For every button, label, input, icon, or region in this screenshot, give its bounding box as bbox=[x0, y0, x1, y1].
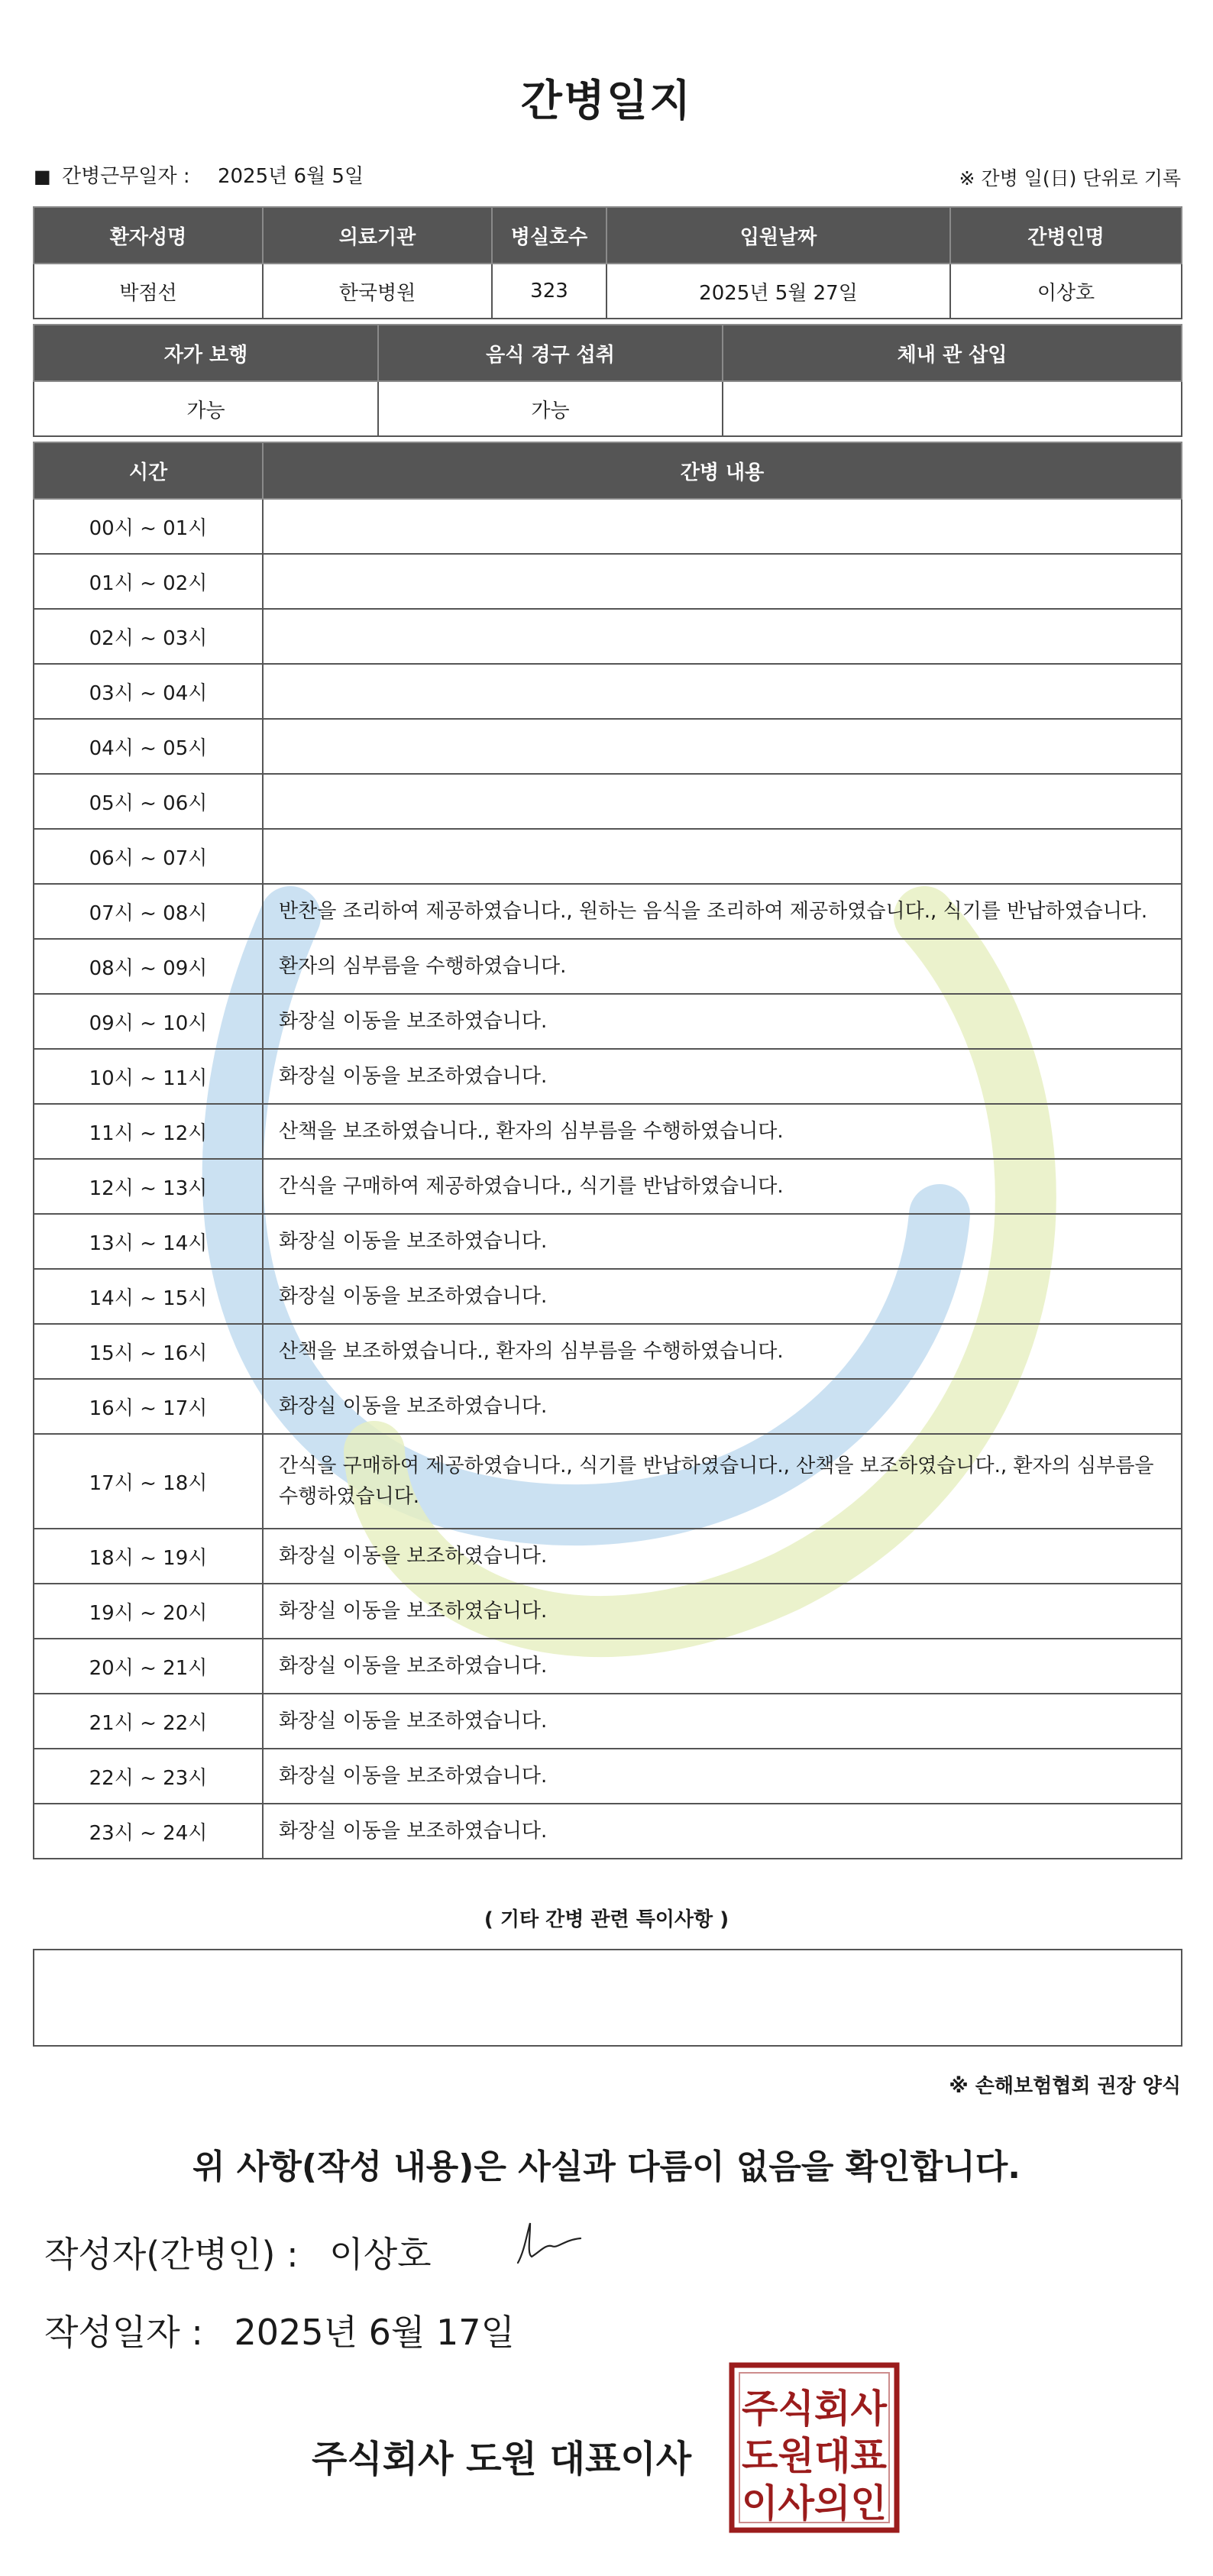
header-hospital: 의료기관 bbox=[263, 207, 492, 264]
log-content bbox=[263, 719, 1182, 774]
ability-value-row bbox=[34, 381, 1182, 436]
log-row bbox=[34, 664, 1182, 719]
header-time: 시간 bbox=[34, 442, 263, 499]
log-row bbox=[34, 884, 1182, 939]
seal-line-3: 이사의인 bbox=[742, 2481, 887, 2526]
log-time: 05시 ~ 06시 bbox=[34, 774, 263, 829]
log-content: 화장실 이동을 보조하였습니다. bbox=[263, 1529, 1182, 1584]
admission-date: 2025년 5월 27일 bbox=[606, 264, 950, 319]
log-row bbox=[34, 1529, 1182, 1584]
log-time: 16시 ~ 17시 bbox=[34, 1379, 263, 1434]
log-row bbox=[34, 1694, 1182, 1749]
patient-table bbox=[33, 206, 1182, 319]
log-row bbox=[34, 1214, 1182, 1269]
log-time: 00시 ~ 01시 bbox=[34, 499, 263, 554]
notes-box bbox=[33, 1949, 1182, 2047]
log-row bbox=[34, 609, 1182, 664]
log-content bbox=[263, 609, 1182, 664]
writer-label: 작성자(간병인) : bbox=[44, 2234, 299, 2275]
patient-name: 박점선 bbox=[34, 264, 263, 319]
care-log-table bbox=[33, 442, 1182, 1859]
signature-image bbox=[504, 2215, 588, 2277]
self-walking-value: 가능 bbox=[34, 381, 378, 436]
log-time: 13시 ~ 14시 bbox=[34, 1214, 263, 1269]
writer-name: 이상호 bbox=[329, 2234, 432, 2275]
log-content: 화장실 이동을 보조하였습니다. bbox=[263, 994, 1182, 1049]
log-content: 화장실 이동을 보조하였습니다. bbox=[263, 1379, 1182, 1434]
log-time: 04시 ~ 05시 bbox=[34, 719, 263, 774]
log-content: 화장실 이동을 보조하였습니다. bbox=[263, 1639, 1182, 1694]
log-content: 화장실 이동을 보조하였습니다. bbox=[263, 1694, 1182, 1749]
log-row bbox=[34, 1379, 1182, 1434]
log-content: 화장실 이동을 보조하였습니다. bbox=[263, 1749, 1182, 1804]
log-content: 간식을 구매하여 제공하였습니다., 식기를 반납하였습니다., 산책을 보조하였습니다., 환자의 심부름을 수행하였습니다. bbox=[263, 1434, 1182, 1529]
log-time: 19시 ~ 20시 bbox=[34, 1584, 263, 1639]
patient-value-row bbox=[34, 264, 1182, 319]
log-row bbox=[34, 1639, 1182, 1694]
log-time: 23시 ~ 24시 bbox=[34, 1804, 263, 1859]
room-number: 323 bbox=[492, 264, 606, 319]
log-content: 산책을 보조하였습니다., 환자의 심부름을 수행하였습니다. bbox=[263, 1324, 1182, 1379]
document-title: 간병일지 bbox=[520, 76, 693, 126]
work-date bbox=[34, 160, 364, 189]
caregiver-name: 이상호 bbox=[950, 264, 1182, 319]
log-time: 20시 ~ 21시 bbox=[34, 1639, 263, 1694]
written-date-label: 작성일자 : bbox=[44, 2312, 203, 2353]
log-content bbox=[263, 829, 1182, 884]
seal-line-1: 주식회사 bbox=[742, 2387, 888, 2431]
header-self-walking: 자가 보행 bbox=[34, 325, 378, 381]
log-content bbox=[263, 499, 1182, 554]
square-bullet-icon: ■ bbox=[34, 166, 51, 187]
tube-insertion-value bbox=[723, 381, 1182, 436]
log-content: 화장실 이동을 보조하였습니다. bbox=[263, 1269, 1182, 1324]
log-content: 화장실 이동을 보조하였습니다. bbox=[263, 1584, 1182, 1639]
company-name: 주식회사 도원 대표이사 bbox=[312, 2438, 692, 2481]
log-time: 10시 ~ 11시 bbox=[34, 1049, 263, 1104]
log-time: 11시 ~ 12시 bbox=[34, 1104, 263, 1159]
log-header-row bbox=[34, 442, 1182, 499]
log-row bbox=[34, 499, 1182, 554]
log-row bbox=[34, 939, 1182, 994]
log-row bbox=[34, 1269, 1182, 1324]
company-seal bbox=[729, 2362, 900, 2533]
log-row bbox=[34, 1159, 1182, 1214]
ability-header-row bbox=[34, 325, 1182, 381]
writer-line bbox=[44, 2227, 432, 2277]
header-oral-intake: 음식 경구 섭취 bbox=[378, 325, 723, 381]
log-time: 15시 ~ 16시 bbox=[34, 1324, 263, 1379]
log-row bbox=[34, 1584, 1182, 1639]
log-content: 간식을 구매하여 제공하였습니다., 식기를 반납하였습니다. bbox=[263, 1159, 1182, 1214]
log-row bbox=[34, 1434, 1182, 1529]
work-date-sep: : bbox=[183, 165, 190, 188]
log-row bbox=[34, 1749, 1182, 1804]
header-care-content: 간병 내용 bbox=[263, 442, 1182, 499]
patient-header-row bbox=[34, 207, 1182, 264]
log-row bbox=[34, 719, 1182, 774]
log-time: 14시 ~ 15시 bbox=[34, 1269, 263, 1324]
log-content bbox=[263, 774, 1182, 829]
header-caregiver: 간병인명 bbox=[950, 207, 1182, 264]
log-time: 03시 ~ 04시 bbox=[34, 664, 263, 719]
log-time: 07시 ~ 08시 bbox=[34, 884, 263, 939]
header-room: 병실호수 bbox=[492, 207, 606, 264]
log-content: 산책을 보조하였습니다., 환자의 심부름을 수행하였습니다. bbox=[263, 1104, 1182, 1159]
log-content: 반찬을 조리하여 제공하였습니다., 원하는 음식을 조리하여 제공하였습니다., 식기를 반납하였습니다. bbox=[263, 884, 1182, 939]
log-row bbox=[34, 829, 1182, 884]
log-time: 22시 ~ 23시 bbox=[34, 1749, 263, 1804]
log-time: 06시 ~ 07시 bbox=[34, 829, 263, 884]
log-time: 21시 ~ 22시 bbox=[34, 1694, 263, 1749]
log-time: 17시 ~ 18시 bbox=[34, 1434, 263, 1529]
log-row bbox=[34, 994, 1182, 1049]
log-time: 08시 ~ 09시 bbox=[34, 939, 263, 994]
notes-title: ( 기타 간병 관련 특이사항 ) bbox=[484, 1908, 729, 1931]
footer-note: ※ 손해보험협회 권장 양식 bbox=[949, 2075, 1181, 2098]
log-time: 18시 ~ 19시 bbox=[34, 1529, 263, 1584]
hospital-name: 한국병원 bbox=[263, 264, 492, 319]
log-row bbox=[34, 1104, 1182, 1159]
log-content: 환자의 심부름을 수행하였습니다. bbox=[263, 939, 1182, 994]
log-time: 12시 ~ 13시 bbox=[34, 1159, 263, 1214]
log-time: 02시 ~ 03시 bbox=[34, 609, 263, 664]
ability-table bbox=[33, 324, 1182, 437]
log-row bbox=[34, 774, 1182, 829]
log-time: 01시 ~ 02시 bbox=[34, 554, 263, 609]
written-date-line bbox=[44, 2305, 515, 2355]
work-date-value: 2025년 6월 5일 bbox=[217, 165, 364, 188]
seal-line-2: 도원대표 bbox=[742, 2434, 888, 2478]
log-row bbox=[34, 1804, 1182, 1859]
header-patient-name: 환자성명 bbox=[34, 207, 263, 264]
unit-note: ※ 간병 일(日) 단위로 기록 bbox=[959, 167, 1181, 189]
log-content: 화장실 이동을 보조하였습니다. bbox=[263, 1049, 1182, 1104]
work-date-label: 간병근무일자 bbox=[61, 165, 177, 188]
header-tube-insertion: 체내 관 삽입 bbox=[723, 325, 1182, 381]
oral-intake-value: 가능 bbox=[378, 381, 723, 436]
confirmation-statement: 위 사항(작성 내용)은 사실과 다름이 없음을 확인합니다. bbox=[192, 2147, 1021, 2186]
log-row bbox=[34, 554, 1182, 609]
log-content: 화장실 이동을 보조하였습니다. bbox=[263, 1804, 1182, 1859]
log-content: 화장실 이동을 보조하였습니다. bbox=[263, 1214, 1182, 1269]
log-content bbox=[263, 554, 1182, 609]
log-row bbox=[34, 1324, 1182, 1379]
header-admission-date: 입원날짜 bbox=[606, 207, 950, 264]
log-content bbox=[263, 664, 1182, 719]
log-row bbox=[34, 1049, 1182, 1104]
log-time: 09시 ~ 10시 bbox=[34, 994, 263, 1049]
written-date-value: 2025년 6월 17일 bbox=[234, 2312, 515, 2353]
